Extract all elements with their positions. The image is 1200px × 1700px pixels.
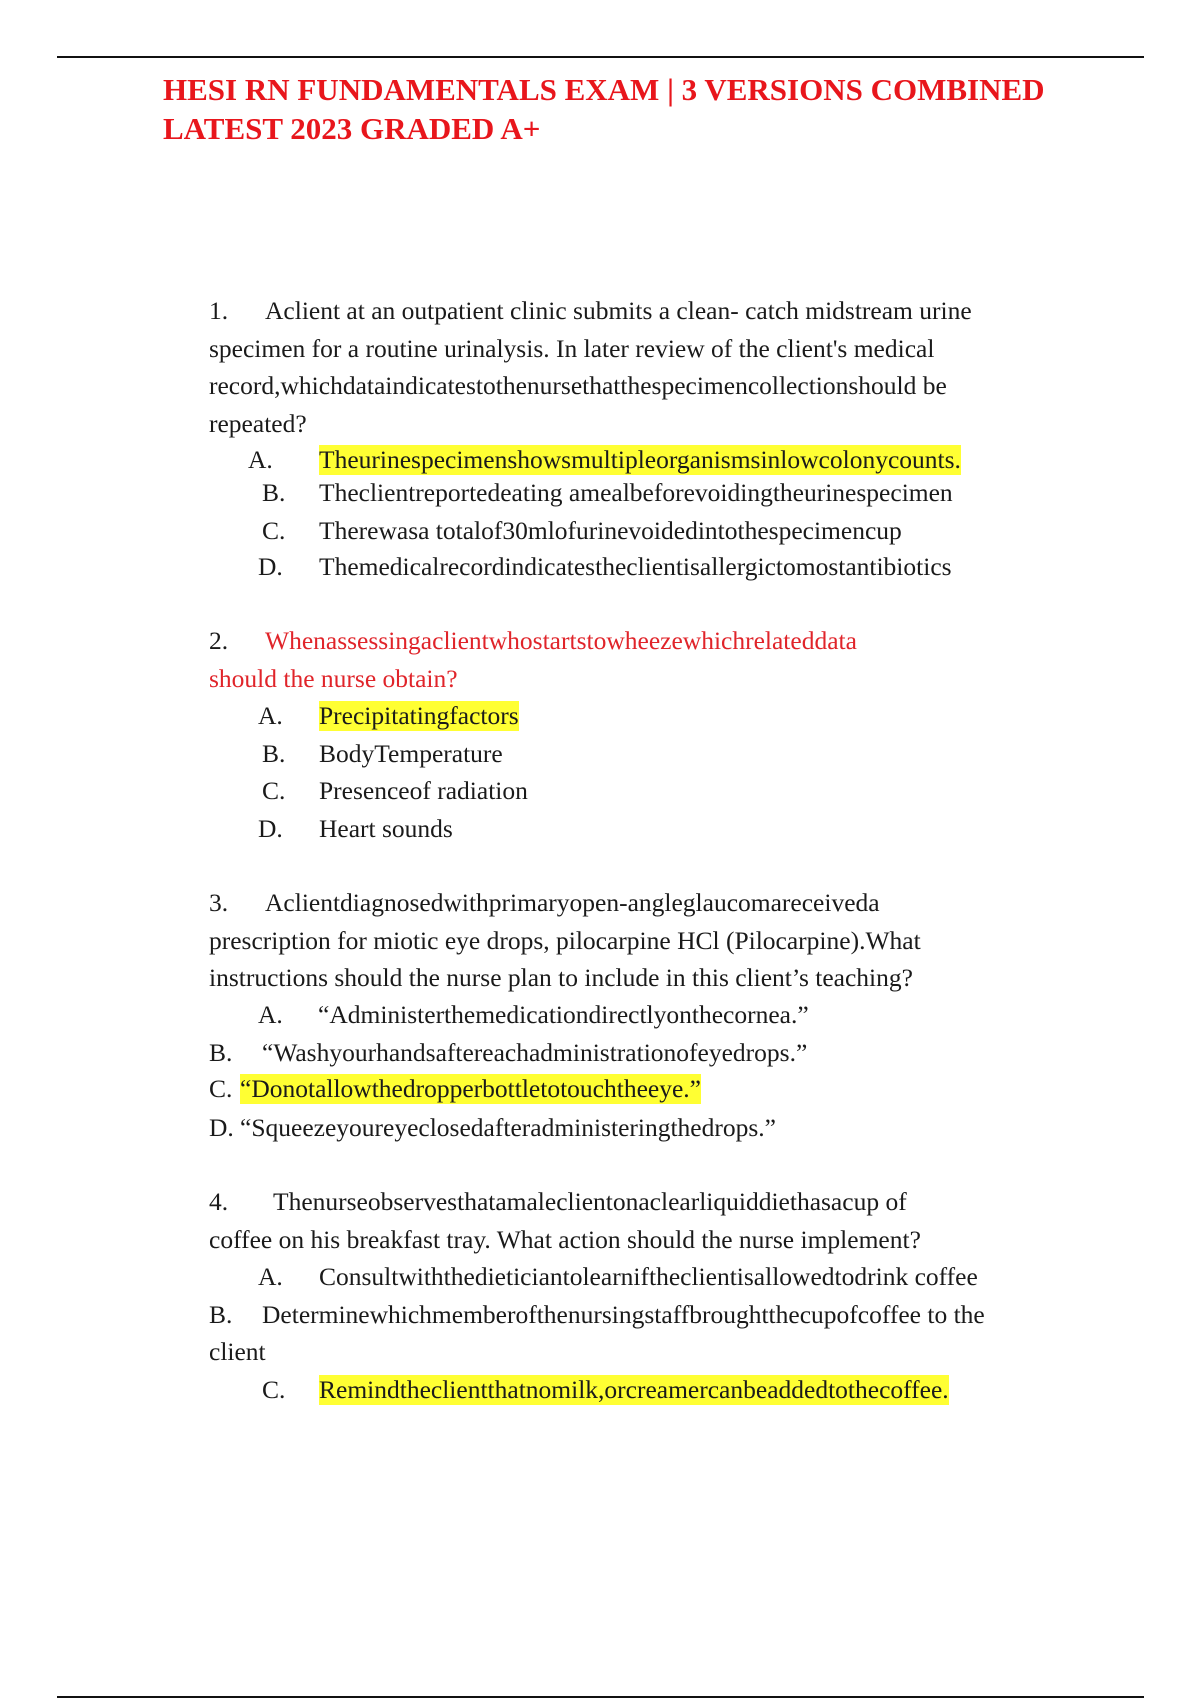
option-answer-highlighted: Precipitatingfactors	[319, 701, 519, 730]
option-text: “Administerthemedicationdirectlyonthecornea.”	[318, 1000, 809, 1029]
question-stem-line: repeated?	[209, 409, 307, 438]
question-stem-line: Aclientdiagnosedwithprimaryopen-angleglaucomareceiveda	[265, 888, 880, 917]
page-title	[163, 70, 1123, 148]
option-letter: B.	[209, 1300, 233, 1329]
question-stem-line: record,whichdataindicatestothenursethatthespecimencollectionshould be	[209, 371, 947, 400]
option-text: Theclientreportedeating amealbeforevoidingtheurinespecimen	[319, 478, 953, 507]
option-letter: C.	[262, 516, 286, 545]
option-text: Themedicalrecordindicatestheclientisallergictomostantibiotics	[319, 552, 952, 581]
option-letter: B.	[209, 1038, 233, 1067]
option-text: Presenceof radiation	[319, 776, 528, 805]
option-text: Therewasa totalof30mlofurinevoidedintothespecimencup	[319, 516, 902, 545]
option-text: “Washyourhandsaftereachadministrationofeyedrops.”	[262, 1038, 808, 1067]
question-stem-line: specimen for a routine urinalysis. In later review of the client's medical	[209, 334, 935, 363]
option-letter: C.	[209, 1074, 233, 1103]
question-stem-line: prescription for miotic eye drops, pilocarpine HCl (Pilocarpine).What	[209, 926, 921, 955]
option-text: Consultwiththedieticiantolearniftheclientisallowedtodrink coffee	[319, 1262, 978, 1291]
option-text: BodyTemperature	[319, 739, 503, 768]
option-answer-highlighted: “Donotallowthedropperbottletotouchtheeye.”	[240, 1074, 701, 1103]
option-letter: C.	[262, 776, 286, 805]
question-stem-line: should the nurse obtain?	[209, 664, 458, 693]
option-letter: A.	[248, 445, 273, 474]
option-text: Determinewhichmemberofthenursingstaffbroughtthecupofcoffee to the	[262, 1300, 985, 1329]
question-stem-line: instructions should the nurse plan to include in this client’s teaching?	[209, 963, 913, 992]
option-text-continuation: client	[209, 1337, 266, 1366]
question-number: 1.	[209, 296, 229, 325]
question-number: 4.	[209, 1187, 229, 1216]
question-stem-line: Thenurseobservesthatamaleclientonaclearliquiddiethasacup of	[273, 1187, 907, 1216]
bottom-rule	[57, 1696, 1144, 1698]
option-letter: A.	[258, 1262, 283, 1291]
question-stem-line: coffee on his breakfast tray. What action should the nurse implement?	[209, 1225, 921, 1254]
option-letter: A.	[258, 701, 283, 730]
option-letter: D.	[258, 552, 283, 581]
option-letter: C.	[262, 1375, 286, 1404]
option-text: “Squeezeyoureyeclosedafteradministeringthedrops.”	[240, 1113, 776, 1142]
option-letter: D.	[209, 1113, 234, 1142]
option-answer-highlighted: Remindtheclientthatnomilk,orcreamercanbeaddedtothecoffee.	[319, 1375, 949, 1404]
question-stem-line: Aclient at an outpatient clinic submits a clean- catch midstream urine	[265, 296, 972, 325]
option-letter: A.	[258, 1000, 283, 1029]
title-line-1: HESI RN FUNDAMENTALS EXAM | 3 VERSIONS COMBINED	[163, 72, 1045, 107]
question-stem-line: Whenassessingaclientwhostartstowheezewhichrelateddata	[265, 626, 857, 655]
question-number: 3.	[209, 888, 229, 917]
option-letter: B.	[262, 478, 286, 507]
question-number: 2.	[209, 626, 229, 655]
option-letter: D.	[258, 814, 283, 843]
title-line-2: LATEST 2023 GRADED A+	[163, 111, 541, 146]
option-letter: B.	[262, 739, 286, 768]
option-text: Heart sounds	[319, 814, 453, 843]
option-answer-highlighted: Theurinespecimenshowsmultipleorganismsinlowcolonycounts.	[319, 445, 961, 474]
top-rule	[57, 56, 1144, 58]
